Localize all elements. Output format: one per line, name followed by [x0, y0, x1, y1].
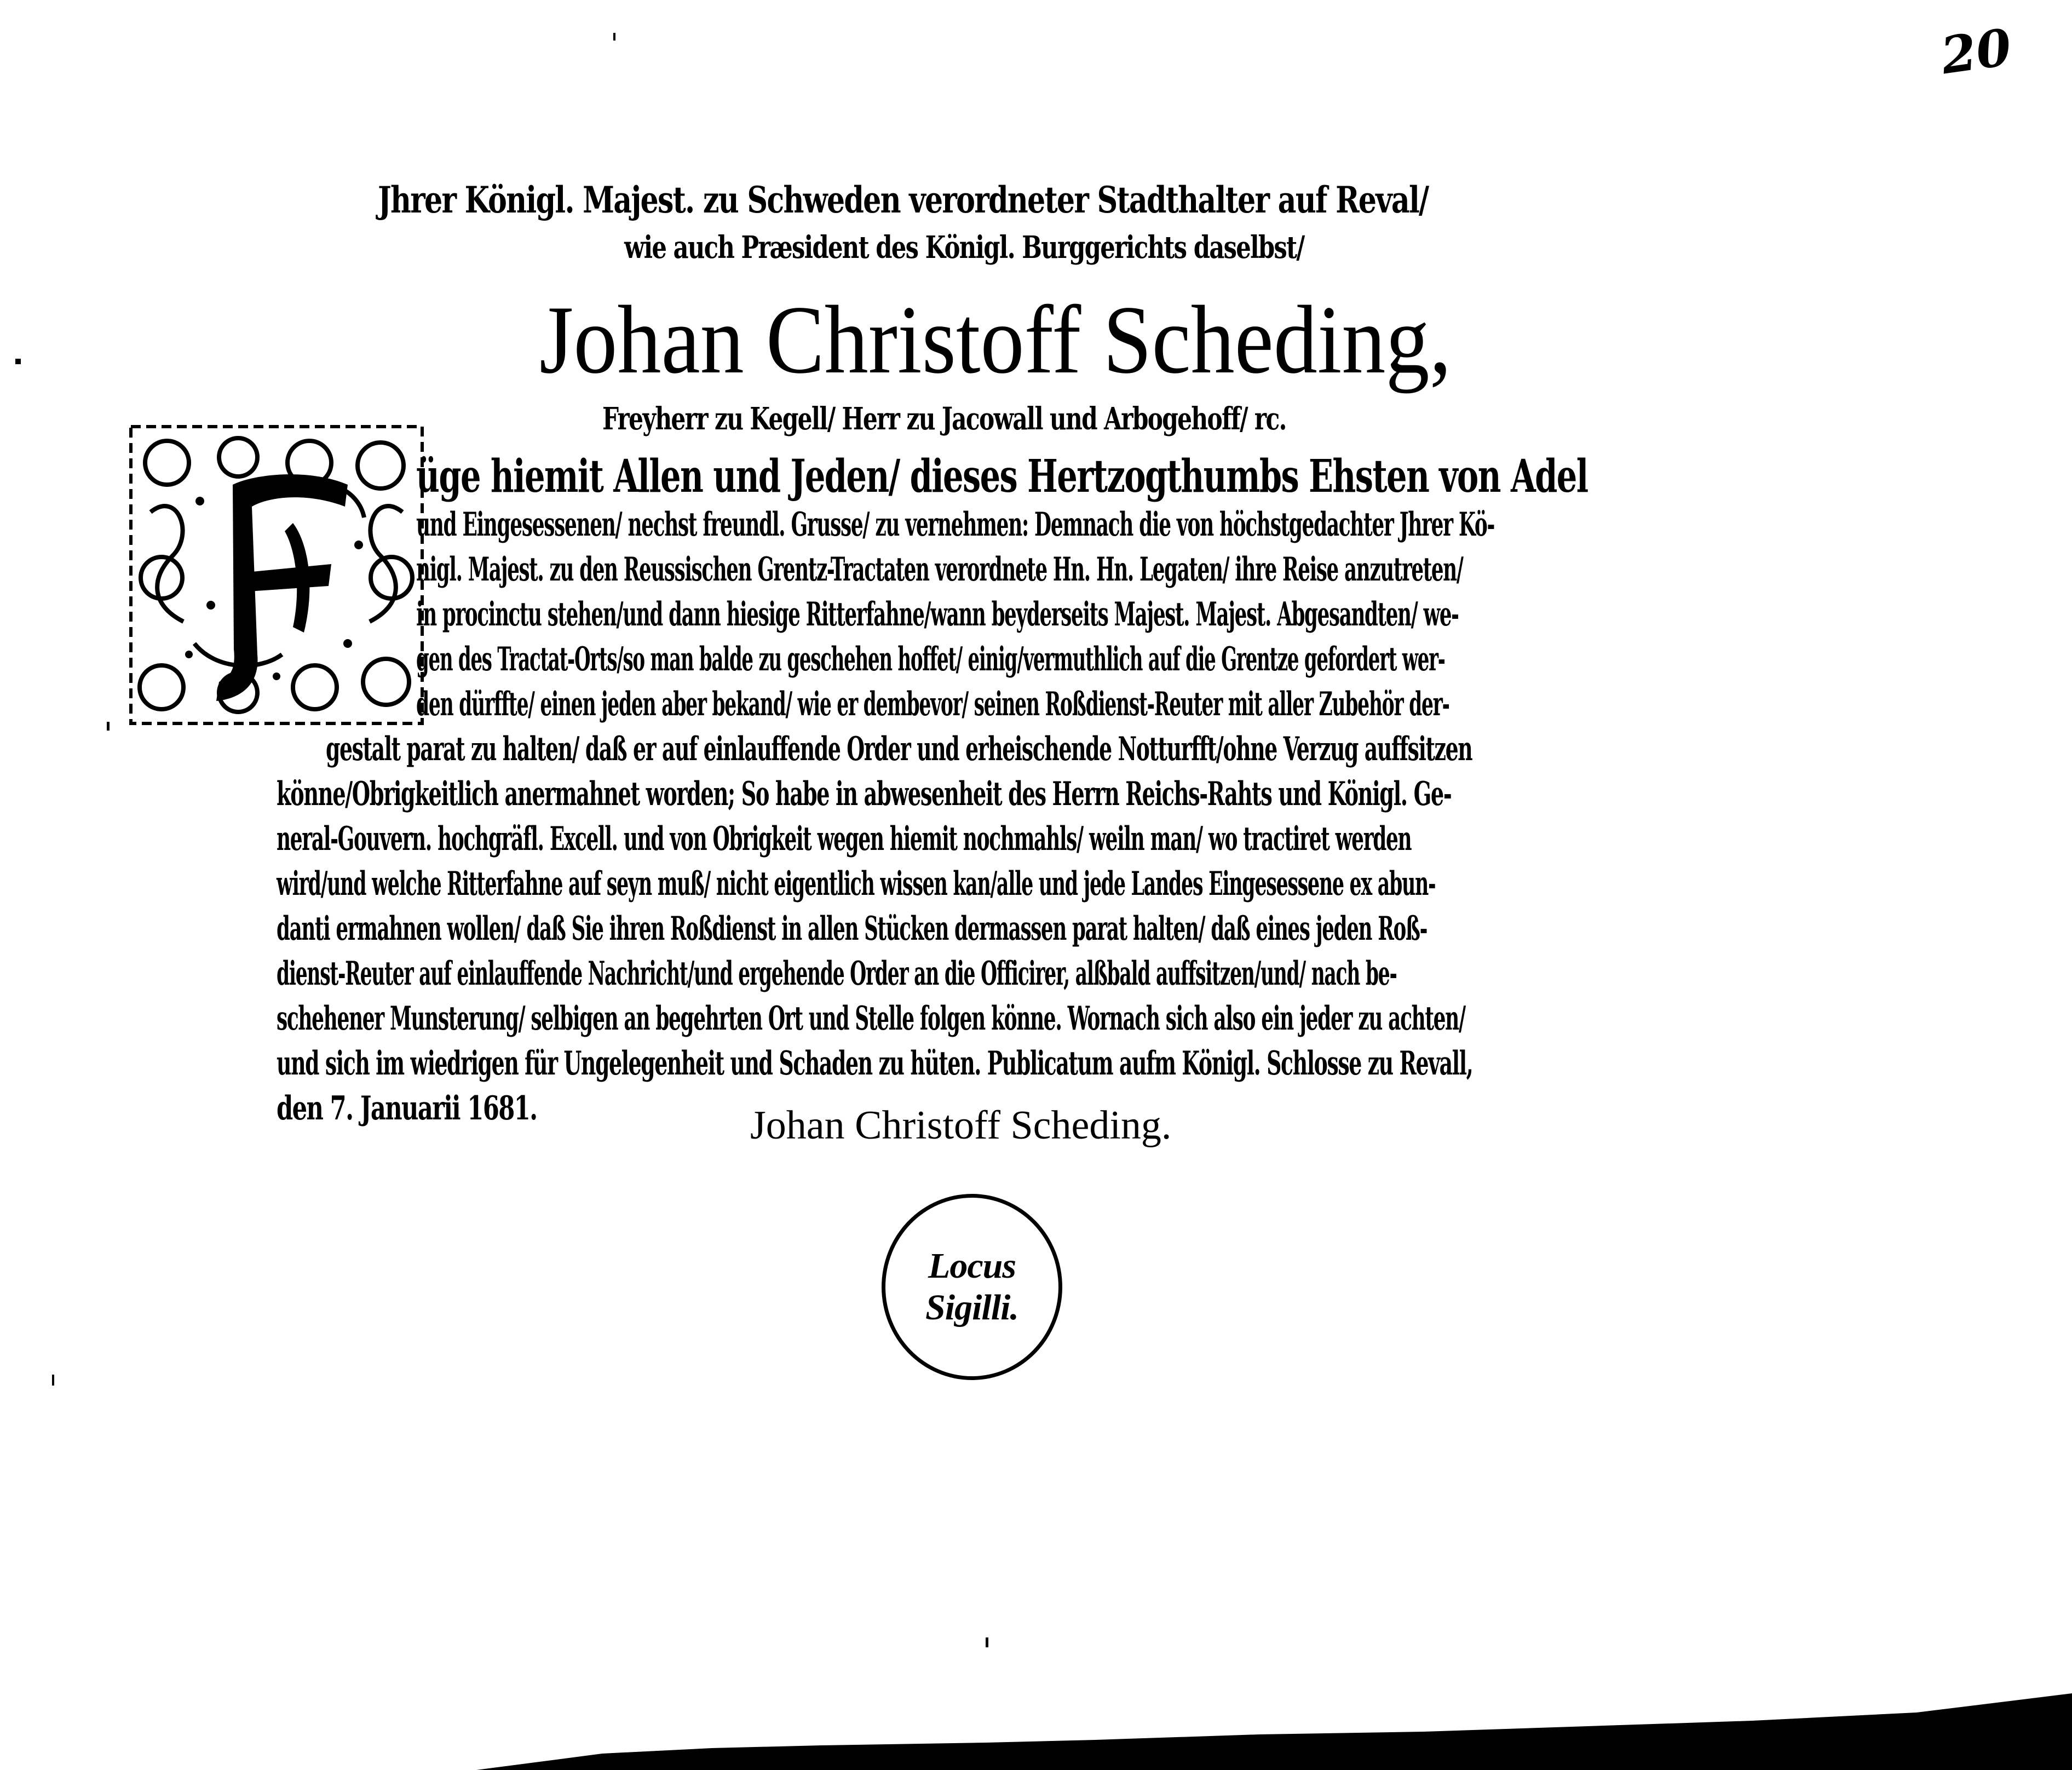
page-number: 20: [1937, 17, 2015, 86]
header-title-line-1: Jhrer Königl. Majest. zu Schweden verordneter Stadthalter auf Reval/: [378, 179, 1429, 221]
body-line-15-date: den 7. Januarii 1681.: [277, 1089, 537, 1128]
body-line-7: gestalt parat zu halten/ daß er auf einlauffende Order und erheischende Notturfft/ohne Verzug auffsitzen: [326, 730, 1472, 768]
body-line-2: und Eingesessenen/ nechst freundl. Grusse/ zu vernehmen: Demnach die von höchstgedachter Jhrer Kö-: [416, 505, 1495, 544]
scan-speck: [52, 1375, 54, 1386]
scan-speck: [107, 722, 110, 731]
body-line-3: nigl. Majest. zu den Reussischen Grentz-Tractaten verordnete Hn. Hn. Legaten/ ihre Reise anzutreten/: [416, 550, 1463, 589]
body-line-11: danti ermahnen wollen/ daß Sie ihren Roßdienst in allen Stücken dermassen parat halten/ daß eines jeden Roß-: [277, 910, 1428, 948]
header-title-line-2: wie auch Præsident des Königl. Burggerichts daselbst/: [624, 229, 1304, 266]
main-title-name: Johan Christoff Scheding,: [539, 285, 1452, 394]
seal-placeholder: [882, 1194, 1062, 1380]
body-line-13: schehener Munsterung/ selbigen an begehrten Ort und Stelle folgen könne. Wornach sich also ein jeder zu achten/: [277, 999, 1465, 1038]
signature: Johan Christoff Scheding.: [750, 1103, 1172, 1148]
decorated-initial: [129, 424, 424, 726]
scan-speck: [986, 1637, 988, 1647]
body-line-6: den dürffte/ einen jeden aber bekand/ wie er dembevor/ seinen Roßdienst-Reuter mit aller Zubehör der-: [416, 685, 1449, 723]
scan-speck: [613, 33, 615, 41]
body-line-1: üge hiemit Allen und Jeden/ dieses Hertzogthumbs Ehsten von Adel: [416, 450, 1588, 503]
scan-edge-shadow: [0, 1693, 2072, 1770]
scan-speck: [15, 359, 21, 364]
body-line-10: wird/und welche Ritterfahne auf seyn muß/ nicht eigentlich wissen kan/alle und jede Landes Eingesessene ex abun-: [277, 865, 1436, 903]
seal-text-sigilli: Sigilli.: [925, 1288, 1018, 1328]
ornamental-initial-f-icon: [129, 424, 424, 726]
body-line-5: gen des Tractat-Orts/so man balde zu geschehen hoffet/ einig/vermuthlich auf die Grentze gefordert wer-: [416, 640, 1445, 679]
seal-text-locus: Locus: [928, 1246, 1016, 1286]
body-line-8: könne/Obrigkeitlich anermahnet worden; So habe in abwesenheit des Herrn Reichs-Rahts und Königl. Ge-: [277, 775, 1452, 813]
body-line-4: in procinctu stehen/und dann hiesige Ritterfahne/wann beyderseits Majest. Majest. Abgesandten/ we-: [416, 595, 1459, 634]
body-line-12: dienst-Reuter auf einlauffende Nachricht/und ergehende Order an die Officirer, alßbald auffsitzen/und/ nach be-: [277, 955, 1397, 993]
body-line-14: und sich im wiedrigen für Ungelegenheit und Schaden zu hüten. Publicatum aufm Königl. Schlosse zu Revall,: [277, 1044, 1473, 1083]
subtitle-titles: Freyherr zu Kegell/ Herr zu Jacowall und Arbogehoff/ rc.: [602, 401, 1286, 437]
body-line-9: neral-Gouvern. hochgräfl. Excell. und von Obrigkeit wegen hiemit nochmahls/ weiln man/ wo tractiret werden: [277, 820, 1412, 858]
